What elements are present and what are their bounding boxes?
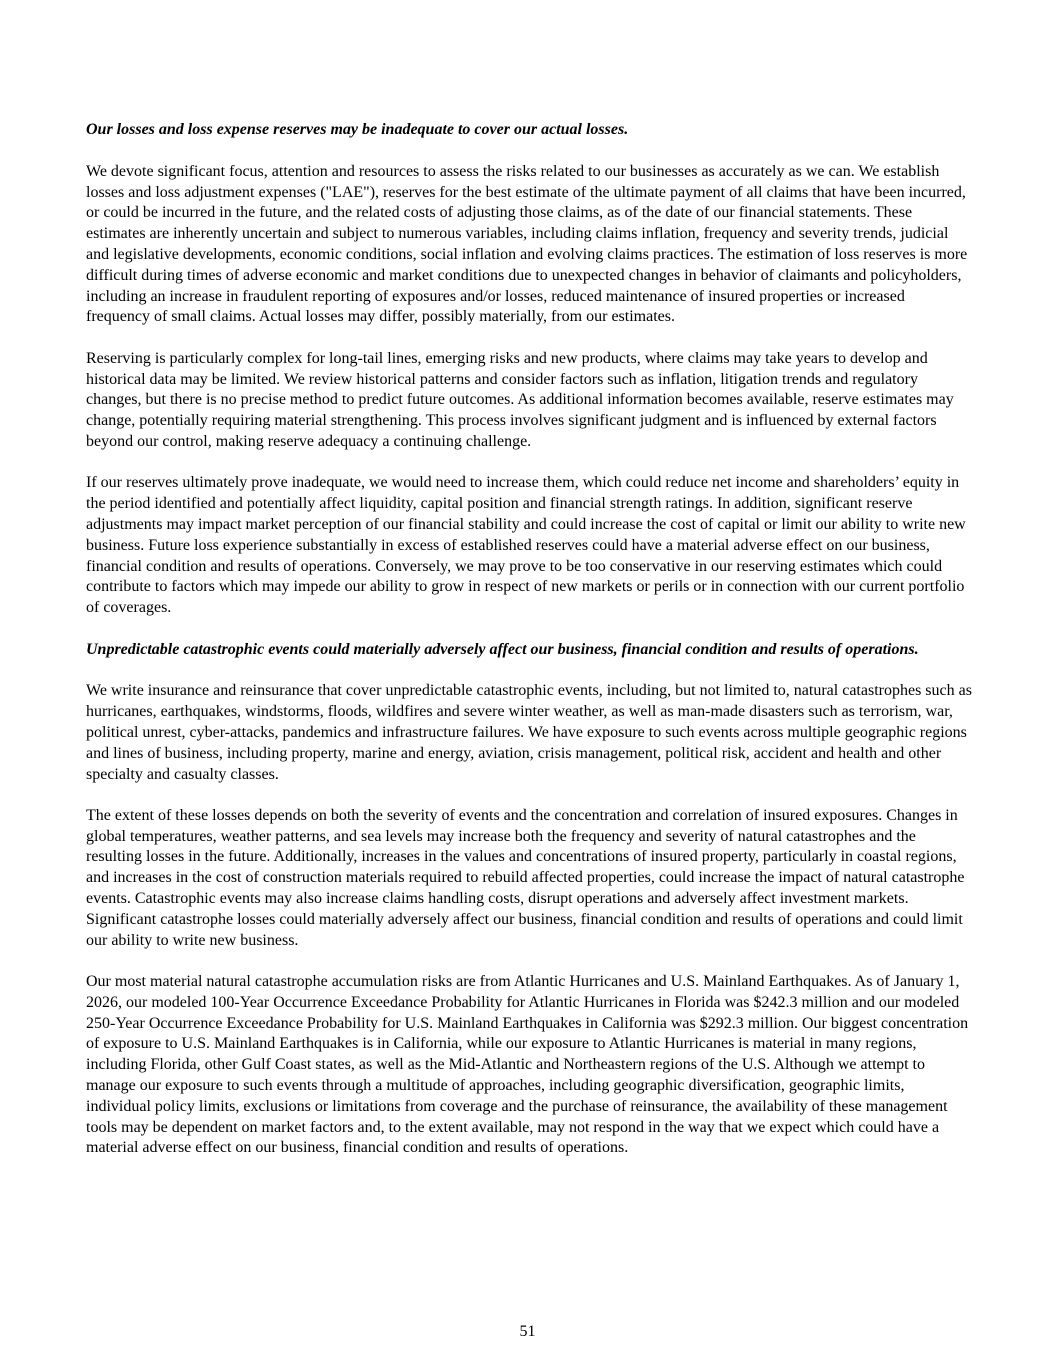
paragraph-inadequate-reserves: If our reserves ultimately prove inadequate, we would need to increase them, which could reduce net income and shareholders’ equity in the period identified and potentially affect liquidity, capital position and financial strength ratings. In addition, significant reserve adjustments may impact market perception of our financial stability and could increase the cost of capital or limit our ability to write new business. Future loss experience substantially in excess of established reserves could have a material adverse effect on our business, financial condition and results of operations. Conversely, we may prove to be too conservative in our reserving estimates which could contribute to factors which may impede our ability to grow in respect of new markets or perils or in connection with our current portfolio of coverages. — [86, 474, 966, 617]
paragraph-accumulation-risks: Our most material natural catastrophe accumulation risks are from Atlantic Hurricanes and U.S. Mainland Earthquakes. As of January 1, 2026, our modeled 100-Year Occurrence Exceedance Probability for Atlantic Hurricanes in Florida was $242.3 million and our modeled 250-Year Occurrence Exceedance Probability for U.S. Mainland Earthquakes in California was $292.3 million. Our biggest concentration of exposure to U.S. Mainland Earthquakes is in California, while our exposure to Atlantic Hurricanes is material in many regions, including Florida, other Gulf Coast states, as well as the Mid-Atlantic and Northeastern regions of the U.S. Although we attempt to manage our exposure to such events through a multitude of approaches, including geographic diversification, geographic limits, individual policy limits, exclusions or limitations from coverage and the purchase of reinsurance, the availability of these management tools may be dependent on market factors and, to the extent available, may not respond in the way that we expect which could have a material adverse effect on our business, financial condition and results of operations. — [86, 973, 969, 1157]
paragraph-reserve-estimates: We devote significant focus, attention and resources to assess the risks related to our businesses as accurately as we can. We establish losses and loss adjustment expenses ("LAE"), reserves for the best estimate of the ultimate payment of all claims that have been incurred, or could be incurred in the future, and the related costs of adjusting those claims, as of the date of our financial statements. These estimates are inherently uncertain and subject to numerous variables, including claims inflation, frequency and severity trends, judicial and legislative developments, economic conditions, social inflation and evolving claims practices. The estimation of loss reserves is more difficult during times of adverse economic and market conditions due to unexpected changes in behavior of claimants and policyholders, including an increase in fraudulent reporting of exposures and/or losses, reduced maintenance of insured properties or increased frequency of small claims. Actual losses may differ, possibly materially, from our estimates. — [86, 162, 968, 326]
page-number: 51 — [519, 1323, 536, 1340]
section-heading-catastrophic-events: Unpredictable catastrophic events could materially adversely affect our business, financial condition and results of operations. — [86, 640, 919, 658]
paragraph-reserving-complexity: Reserving is particularly complex for long-tail lines, emerging risks and new products, where claims may take years to develop and historical data may be limited. We review historical patterns and consider factors such as inflation, litigation trends and regulatory changes, but there is no precise method to predict future outcomes. As additional information becomes available, reserve estimates may change, potentially requiring material strengthening. This process involves significant judgment and is influenced by external factors beyond our control, making reserve adequacy a continuing challenge. — [86, 349, 954, 450]
section-heading-loss-reserves: Our losses and loss expense reserves may be inadequate to cover our actual losses. — [86, 121, 629, 138]
document-page — [86, 120, 972, 1180]
paragraph-catastrophe-coverage: We write insurance and reinsurance that cover unpredictable catastrophic events, including, but not limited to, natural catastrophes such as hurricanes, earthquakes, windstorms, floods, wildfires and severe winter weather, as well as man-made disasters such as terrorism, war, political unrest, cyber-attacks, pandemics and infrastructure failures. We have exposure to such events across multiple geographic regions and lines of business, including property, marine and energy, aviation, crisis management, political risk, accident and health and other specialty and casualty classes. — [86, 682, 972, 783]
paragraph-loss-extent: The extent of these losses depends on both the severity of events and the concentration and correlation of insured exposures. Changes in global temperatures, weather patterns, and sea levels may increase both the frequency and severity of natural catastrophes and the resulting losses in the future. Additionally, increases in the values and concentrations of insured property, particularly in coastal regions, and increases in the cost of construction materials required to rebuild affected properties, could increase the impact of natural catastrophe events. Catastrophic events may also increase claims handling costs, disrupt operations and adversely affect investment markets. Significant catastrophe losses could materially adversely affect our business, financial condition and results of operations and could limit our ability to write new business. — [86, 806, 965, 949]
